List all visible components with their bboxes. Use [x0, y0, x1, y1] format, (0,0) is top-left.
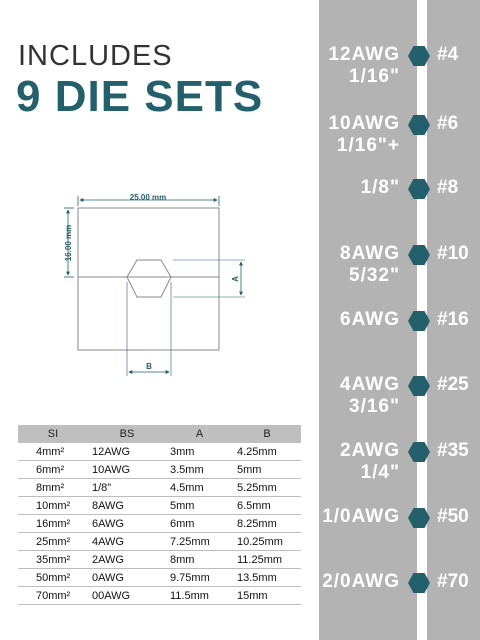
table-cell: 50mm²	[18, 569, 88, 587]
table-row	[18, 569, 301, 587]
awg-label: 1/0AWG	[322, 506, 400, 527]
table-cell: 5mm	[166, 497, 233, 515]
column-header-bs: BS	[88, 425, 166, 443]
die-number: #8	[437, 177, 459, 198]
awg-sub-label: 1/16"	[349, 66, 400, 87]
table-row	[18, 443, 301, 461]
table-header-row	[18, 425, 301, 443]
table-cell: 12AWG	[88, 443, 166, 461]
awg-label: 2AWG	[340, 440, 400, 461]
awg-sub-label: 5/32"	[349, 265, 400, 286]
table-cell: 4.5mm	[166, 479, 233, 497]
table-cell: 3.5mm	[166, 461, 233, 479]
table-cell: 8mm	[166, 551, 233, 569]
column-header-b: B	[233, 425, 301, 443]
table-cell: 8.25mm	[233, 515, 301, 533]
width-dimension-label: 25.00 mm	[129, 193, 167, 202]
table-cell: 25mm²	[18, 533, 88, 551]
includes-heading: INCLUDES	[18, 40, 173, 72]
table-cell: 0AWG	[88, 569, 166, 587]
height-dimension-label: 16.00 mm	[64, 224, 73, 262]
die-number: #16	[437, 309, 469, 330]
table-cell: 15mm	[233, 587, 301, 605]
table-cell: 6AWG	[88, 515, 166, 533]
die-number: #6	[437, 113, 459, 134]
table-cell: 10AWG	[88, 461, 166, 479]
column-header-a: A	[166, 425, 233, 443]
die-number: #10	[437, 243, 469, 264]
awg-sub-label: 1/16"+	[336, 135, 400, 156]
awg-sub-label: 1/4"	[360, 462, 400, 483]
die-number: #25	[437, 374, 469, 395]
table-row	[18, 533, 301, 551]
table-cell: 8mm²	[18, 479, 88, 497]
table-cell: 3mm	[166, 443, 233, 461]
table-cell: 6mm	[166, 515, 233, 533]
die-spec-table	[18, 425, 301, 605]
table-cell: 2AWG	[88, 551, 166, 569]
awg-label: 2/0AWG	[322, 571, 400, 592]
die-number: #35	[437, 440, 469, 461]
table-cell: 11.5mm	[166, 587, 233, 605]
table-row	[18, 461, 301, 479]
table-row	[18, 497, 301, 515]
die-number: #4	[437, 44, 459, 65]
table-cell: 8AWG	[88, 497, 166, 515]
table-cell: 16mm²	[18, 515, 88, 533]
die-sets-heading: 9 DIE SETS	[16, 72, 264, 121]
die-number: #50	[437, 506, 469, 527]
die-dimension-diagram	[60, 190, 260, 380]
awg-label: 6AWG	[340, 309, 400, 330]
table-row	[18, 515, 301, 533]
table-cell: 13.5mm	[233, 569, 301, 587]
table-cell: 4AWG	[88, 533, 166, 551]
a-dimension-label: A	[231, 276, 240, 282]
table-cell: 11.25mm	[233, 551, 301, 569]
table-cell: 10.25mm	[233, 533, 301, 551]
table-cell: 6mm²	[18, 461, 88, 479]
table-cell: 35mm²	[18, 551, 88, 569]
table-cell: 70mm²	[18, 587, 88, 605]
awg-label: 12AWG	[328, 44, 400, 65]
awg-label: 1/8"	[360, 177, 400, 198]
table-cell: 9.75mm	[166, 569, 233, 587]
table-row	[18, 587, 301, 605]
die-number: #70	[437, 571, 469, 592]
table-cell: 5mm	[233, 461, 301, 479]
b-dimension-label: B	[146, 362, 152, 371]
table-cell: 4mm²	[18, 443, 88, 461]
awg-label: 10AWG	[328, 113, 400, 134]
table-cell: 10mm²	[18, 497, 88, 515]
table-cell: 5.25mm	[233, 479, 301, 497]
awg-sub-label: 3/16"	[349, 396, 400, 417]
table-cell: 00AWG	[88, 587, 166, 605]
table-cell: 7.25mm	[166, 533, 233, 551]
table-row	[18, 479, 301, 497]
awg-label: 8AWG	[340, 243, 400, 264]
table-row	[18, 551, 301, 569]
column-header-si: SI	[18, 425, 88, 443]
table-cell: 6.5mm	[233, 497, 301, 515]
table-cell: 1/8"	[88, 479, 166, 497]
awg-label: 4AWG	[340, 374, 400, 395]
table-cell: 4.25mm	[233, 443, 301, 461]
